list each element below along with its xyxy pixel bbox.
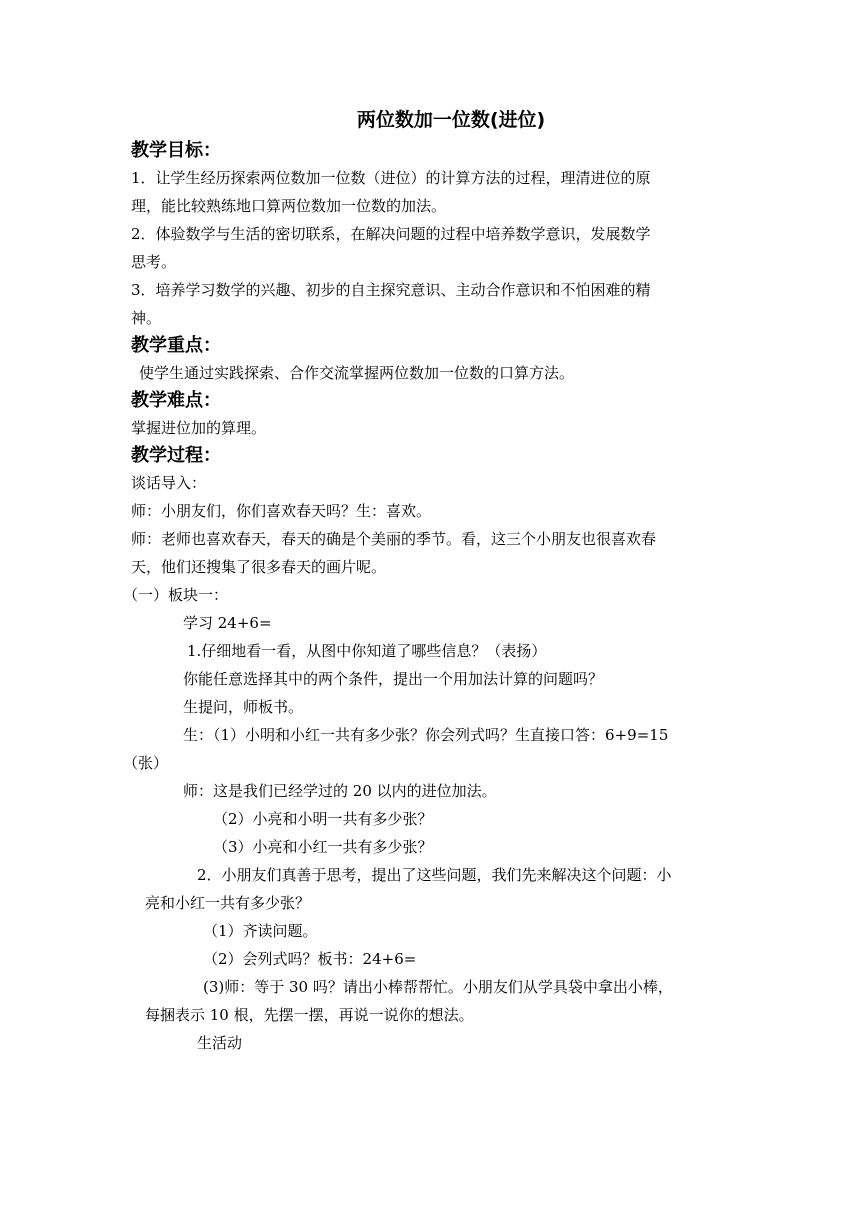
process-line: 每捆表示 10 根，先摆一摆，再说一说你的想法。 (145, 1006, 474, 1024)
process-line: （3）小亮和小红一共有多少张？ (213, 838, 433, 856)
goal-3-line-1: 3．培养学习数学的兴趣、初步的自主探究意识、主动合作意识和不怕困难的精 (131, 281, 651, 299)
process-line: 谈话导入： (131, 474, 207, 492)
process-line: 师：小朋友们，你们喜欢春天吗？生：喜欢。 (131, 502, 432, 520)
heading-difficulty: 教学难点： (131, 390, 221, 411)
process-line: 天，他们还搜集了很多春天的画片呢。 (131, 558, 387, 576)
document-title: 两位数加一位数(进位) (356, 109, 546, 131)
process-line: 师：这是我们已经学过的 20 以内的进位加法。 (183, 782, 497, 800)
process-line: 2．小朋友们真善于思考，提出了这些问题，我们先来解决这个问题：小 (197, 866, 672, 884)
goal-1-line-1: 1．让学生经历探索两位数加一位数（进位）的计算方法的过程，理清进位的原 (131, 169, 651, 187)
process-line: 师：老师也喜欢春天，春天的确是个美丽的季节。看，这三个小朋友也很喜欢春 (131, 530, 657, 548)
process-line: 你能任意选择其中的两个条件，提出一个用加法计算的问题吗？ (183, 670, 604, 688)
goal-1-line-2: 理，能比较熟练地口算两位数加一位数的加法。 (131, 197, 447, 215)
process-line: 生：（1）小明和小红一共有多少张？你会列式吗？生直接口答：6+9=15 (183, 726, 669, 744)
process-line: 1.仔细地看一看，从图中你知道了哪些信息？（表扬） (187, 642, 547, 660)
process-line: （张） (123, 754, 169, 772)
process-line: （2）会列式吗？板书：24+6= (203, 950, 417, 968)
process-line: 生活动 (197, 1034, 243, 1052)
process-line: （1）齐读问题。 (203, 922, 318, 940)
process-line: （一）板块一： (123, 586, 229, 604)
heading-key-points: 教学重点： (131, 335, 221, 356)
process-line: 生提问，师板书。 (183, 698, 304, 716)
key-points-text: 使学生通过实践探索、合作交流掌握两位数加一位数的口算方法。 (139, 364, 575, 382)
process-line: （2）小亮和小明一共有多少张？ (213, 810, 433, 828)
heading-process: 教学过程： (131, 445, 221, 466)
process-line: (3)师：等于 30 吗？请出小棒帮帮忙。小朋友们从学具袋中拿出小棒， (203, 978, 673, 996)
document-body (123, 107, 731, 1057)
goal-2-line-1: 2．体验数学与生活的密切联系，在解决问题的过程中培养数学意识，发展数学 (131, 225, 651, 243)
difficulty-text: 掌握进位加的算理。 (131, 419, 267, 437)
process-line: 亮和小红一共有多少张？ (145, 894, 311, 912)
goal-2-line-2: 思考。 (131, 253, 177, 271)
goal-3-line-2: 神。 (131, 309, 162, 327)
heading-goals: 教学目标： (131, 140, 221, 161)
process-line: 学习 24+6= (183, 614, 272, 632)
